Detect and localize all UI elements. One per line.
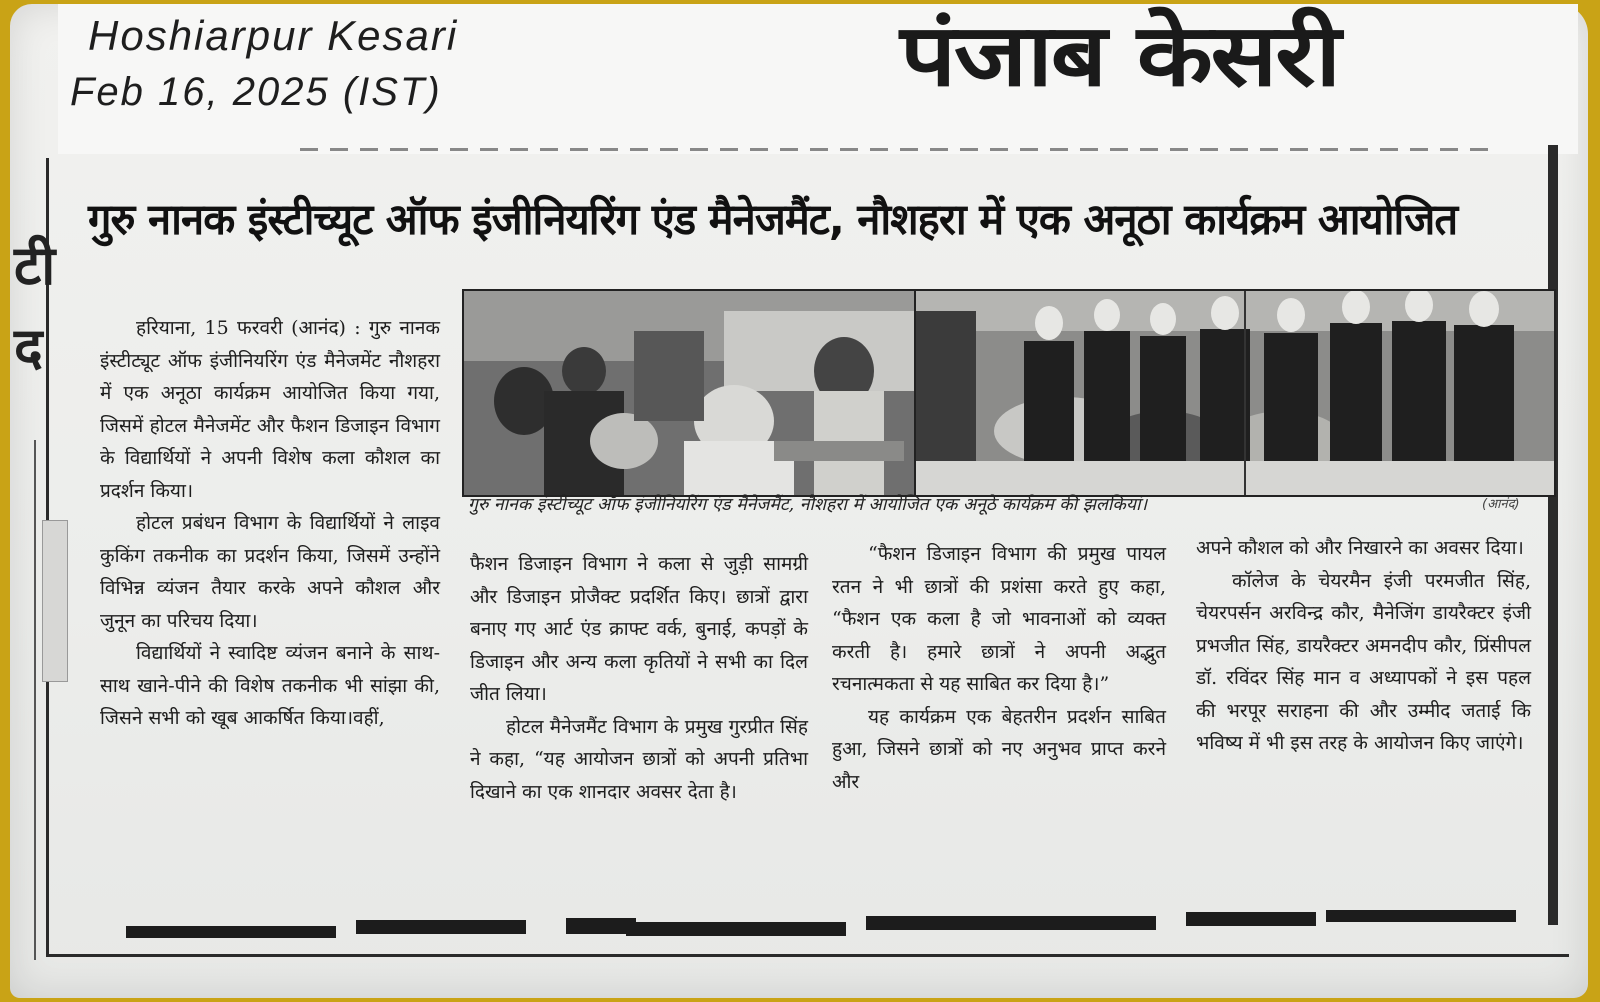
paragraph: यह कार्यक्रम एक बेहतरीन प्रदर्शन साबित हुआ, जिसने छात्रों को नए अनुभव प्राप्त करने और [832,705,1166,793]
paragraph: होटल प्रबंधन विभाग के विद्यार्थियों ने लाइव कुकिंग तकनीक का प्रदर्शन किया, जिसमें उन्होंने विभिन्न व्यंजन तैयार करके अपने कौशल और जुनून का परिचय दिया। [100,512,440,632]
paragraph: होटल मैनेजमैंट विभाग के प्रमुख गुरप्रीत सिंह ने कहा, “यह आयोजन छात्रों को अपनी प्रतिभा दिखाने का एक शानदार अवसर देता है। [470,715,808,803]
photo-credit: (आनंद) [1482,497,1520,512]
article-headline: गुरु नानक इंस्टीच्यूट ऑफ इंजीनियरिंग एंड मैनेजमैंट, नौशहरा में एक अनूठा कार्यक्रम आयोजित [88,195,1458,245]
event-photo-graphic [464,291,1554,495]
paragraph: अपने कौशल को और निखारने का अवसर दिया। [1196,537,1524,559]
side-letter: द [14,316,43,379]
adjacent-column-rule [34,440,94,960]
paragraph: हरियाना, 15 फरवरी (आनंद) : गुरु नानक इंस्टीट्यूट ऑफ इंजीनियरिंग एंड मैनेजमेंट नौशहरा में एक अनूठा कार्यक्रम आयोजित किया गया, जिसमें होटल मैनेजमेंट और फैशन डिजाइन विभाग के विद्यार्थियों ने अपनी विशेष कला कौशल का प्रदर्शन किया। [100,317,440,502]
event-photo [462,289,1556,497]
previous-article-fragment [300,142,1550,156]
newspaper-masthead: पंजाब केसरी [900,6,1339,106]
article-column-4 [1196,532,1531,760]
cut-off-headline-fragment [126,906,1526,946]
adjacent-column-fragment [14,225,55,389]
outlet-name: Hoshiarpur Kesari [88,12,459,59]
paragraph: फैशन डिजाइन विभाग ने कला से जुड़ी सामग्री और डिजाइन प्रोजैक्ट प्रदर्शित किए। छात्रों द्वारा बनाए गए आर्ट एंड क्राफ्ट वर्क, बुनाई, कपड़ों के डिजाइन और अन्य कला कृतियों ने सभी का दिल जीत लिया। [470,553,808,705]
right-column-rule [1548,145,1558,925]
paragraph: विद्यार्थियों ने स्वादिष्ट व्यंजन बनाने के साथ-साथ खाने-पीने की विशेष तकनीक भी सांझा की, जिसने सभी को खूब आकर्षित किया।वहीं, [100,642,440,729]
adjacent-column-box [42,520,68,682]
article-column-2 [470,548,808,808]
publication-date: Feb 16, 2025 (IST) [70,70,442,114]
side-letter: टी [14,234,56,297]
article-column-1 [100,312,440,735]
paragraph: कॉलेज के चेयरमैन इंजी परमजीत सिंह, चेयरपर्सन अरविन्द्र कौर, मैनेजिंग डायरैक्टर इंजी प्रभजीत सिंह, डायरैक्टर अमनदीप कौर, प्रिंसीपल डॉ. रविंदर सिंह मान व अध्यापकों ने इस पहल की भरपूर सराहना की और उम्मीद जताई कि भविष्य में भी इस तरह के आयोजन किए जाएंगे। [1196,569,1531,754]
article-column-3 [832,538,1166,798]
paragraph: “फैशन डिजाइन विभाग की प्रमुख पायल रतन ने भी छात्रों की प्रशंसा करते हुए कहा, “फैशन एक कला है जो भावनाओं को व्यक्त करती है। हमारे छात्रों ने अपनी अद्भुत रचनात्मकता से यह साबित कर दिया है।” [832,543,1166,695]
photo-caption: गुरु नानक इंस्टीच्यूट ऑफ इंजीनियरिंग एंड मैनेजमैंट, नौशहरा में आयोजित एक अनूठे कार्यक्रम की झलकियां। [468,495,1148,515]
